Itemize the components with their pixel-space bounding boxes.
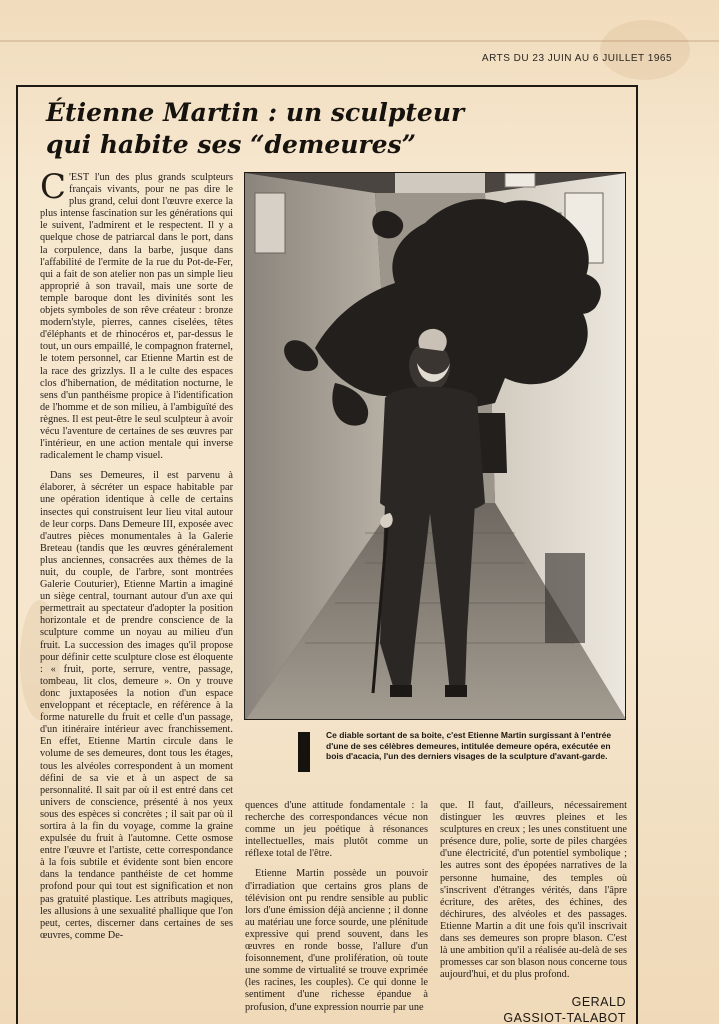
paragraph: quences d'une attitude fondamentale : la recherche des correspondances vécue non comme un jeu poétique à résonances intellectuelles, mais plutôt comme un réflexe total de l'être. <box>245 800 428 860</box>
issue-date: ARTS DU 23 JUIN AU 6 JUILLET 1965 <box>481 53 672 64</box>
article-title <box>46 97 566 161</box>
paragraph: que. Il faut, d'ailleurs, nécessairement distinguer les œuvres pleines et les sculptures en creux ; les unes constituent une présence dure, polie, sorte de piles chargées d'une électricité, d'un potentiel symbolique ; les autres sont des épopées narratives de la personne humaine, des temples où s'inscrivent d'étranges vérités, dans l'âpre écriture, des arêtes, des échines, des déchirures, des alvéoles et des passages. Etienne Martin a dit une fois qu'il inscrivait dans ses demeures son propre blason. C'est là une ambition qu'il a réalisée au-delà de ses promesses car son blason nous concerne tous aujourd'hui, et du plus profond. <box>440 800 627 981</box>
photo-illustration <box>245 173 626 720</box>
text-column-2 <box>245 800 428 1024</box>
author-last-name: GASSIOT-TALABOT <box>503 1011 626 1024</box>
drop-cap: C <box>40 172 67 207</box>
photo-caption: Ce diable sortant de sa boite, c'est Etienne Martin surgissant à l'entrée d'une de ses célèbres demeures, intitulée demeure opéra, exécutée en bois d'acacia, l'un des derniers visages de la sculpture d'avant-garde. <box>326 730 612 761</box>
author-signature <box>470 994 626 1024</box>
paragraph: Dans ses Demeures, il est parvenu à élaborer, à sécréter un espace habitable par une opération identique à celle de certains insectes qui construisent leur lieu vital autour de leur corps. Dans Demeure III, exposée avec d'autres pièces monumentales à la Galerie Breteau (tandis que les œuvres généralement plus anciennes, consacrées aux thèmes de la nuit, du couple, de l'arbre, sont montrées Galerie Couturier), Etienne Martin a imaginé un siège central, tournant autour d'un axe qui permettrait au spectateur d'adopter la position horizontale et de prendre conscience de la sculpture comme un noyau au milieu d'un fruit. La succession des images qu'il propose pour définir cette sculpture close est éloquente : « fruit, porte, serrure, ventre, passage, tombeau, lit clos, demeure ». On y trouve donc juxtaposées la notion d'un espace enveloppant et réceptacle, en référence à la forme naturelle du fruit et celle d'un passage, d'un itinéraire intérieur avec franchissement. En effet, Etienne Martin circule dans le volume de ses demeures, dont tous les étages, tous les alvéoles correspondent à un moment défini de sa vie et à un aspect de sa personnalité. Il sait par où il est entré dans cet univers de conscience, présenté à nos yeux sous des espèces si concrètes ; il sait par où il sortira à la fin du voyage, comme la graine expulsée du fruit à l'automne. Cette osmose entre l'œuvre et l'artiste, cette correspondance à la fois subtile et évidente sont bien encore dans la tendance panthéiste de cet homme profond pour qui tout est signification et non pas gratuité plastique. Les attributs magiques, les allusions à une sexualité phallique que l'on peut, certes, discerner dans certaines de ses œuvres, comme De- <box>40 470 233 941</box>
title-line-2: qui habite ses “demeures” <box>46 130 416 159</box>
text-column-3 <box>440 800 627 996</box>
author-first-name: GERALD <box>571 995 626 1009</box>
paper-stain <box>600 20 690 80</box>
paragraph-text: 'EST l'un des plus grands sculpteurs français vivants, pour ne pas dire le plus grand, celui dont l'œuvre exerce la plus intense fascination sur les générations qui le suivent, l'admirent et le respectent. Il y a quelque chose de patriarcal dans le port, dans la corpulence, dans la barbe, jusque dans l'affabilité de l'ermite de la rue du Pot-de-Fer, qui a fait de son atelier non pas un simple lieu approprié à son travail, mais une sorte de temple baroque dont les divinités sont les objets symboles de son rêve créateur : bronze modern'style, pierres, cannes ciselées, têtes d'éléphants et de rhinocéros et, par-dessus le tout, un ours empaillé, le compagnon fraternel, le totem personnel, car Etienne Martin est de la race des grizzlys. Il a le culte des espaces clos d'hibernation, de méditation nocturne, le sens d'un panthéisme propice à l'identification de l'homme et de son milieu, à l'ambiguïté des règnes. Il est peut-être le seul sculpteur à avoir vécu l'aventure de certaines de ses œuvres par l'intérieur, en une action mentale qui inverse radicalement le champ visuel. <box>40 172 233 462</box>
caption-marker <box>298 732 310 772</box>
sculpture-photograph <box>244 172 626 720</box>
paragraph: Etienne Martin possède un pouvoir d'irradiation que certains gros plans de télévision ont pu rendre sensible au public lors d'une émission déjà ancienne ; il donne au matériau une force sourde, une plénitude expressive qui prend souvent, dans les œuvres en ronde bosse, l'allure d'un foisonnement, d'une prolifération, où toute une somme de virtualité se trouve exprimée (les racines, les couples). Ce qui donne le sentiment d'une richesse épandue à profusion, d'une expression nourrie par une <box>245 868 428 1013</box>
text-column-1 <box>40 172 233 1022</box>
title-line-1: Étienne Martin : un sculpteur <box>46 98 465 127</box>
paragraph <box>40 172 233 462</box>
